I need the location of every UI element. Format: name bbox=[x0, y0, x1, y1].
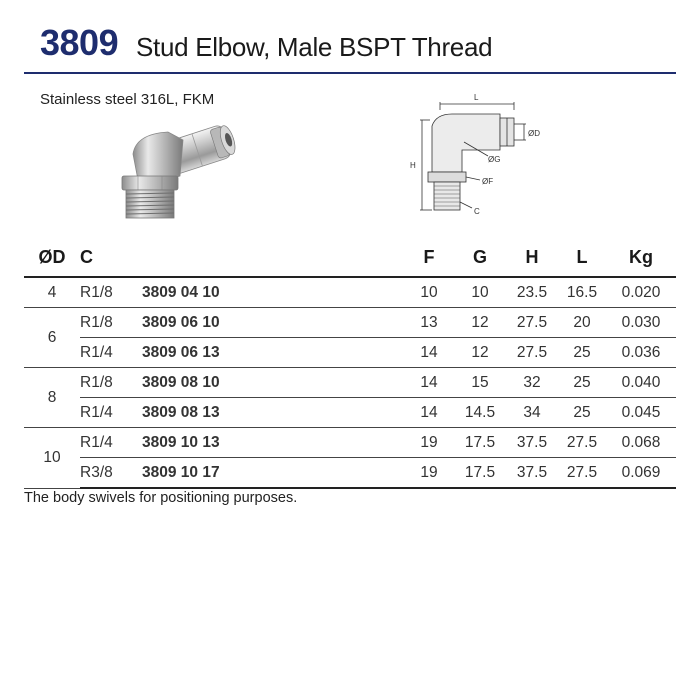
table-row bbox=[24, 338, 676, 368]
h-cell: 27.5 bbox=[506, 308, 558, 338]
kg-cell: 0.030 bbox=[606, 308, 676, 338]
l-cell: 16.5 bbox=[558, 277, 606, 308]
product-photo bbox=[88, 114, 258, 224]
table-row bbox=[24, 428, 676, 458]
od-cell: 8 bbox=[24, 368, 80, 428]
h-cell: 37.5 bbox=[506, 458, 558, 489]
footnote: The body swivels for positioning purposes. bbox=[24, 490, 298, 506]
h-cell: 34 bbox=[506, 398, 558, 428]
c-cell: R1/8 bbox=[80, 308, 142, 338]
c-cell: R1/4 bbox=[80, 428, 142, 458]
table-row bbox=[24, 368, 676, 398]
technical-drawing bbox=[402, 92, 562, 220]
l-cell: 25 bbox=[558, 398, 606, 428]
l-cell: 27.5 bbox=[558, 458, 606, 489]
col-header-f: F bbox=[404, 238, 454, 277]
h-cell: 32 bbox=[506, 368, 558, 398]
od-cell: 4 bbox=[24, 277, 80, 308]
f-cell: 14 bbox=[404, 398, 454, 428]
col-header-l: L bbox=[558, 238, 606, 277]
c-cell: R1/4 bbox=[80, 398, 142, 428]
f-cell: 10 bbox=[404, 277, 454, 308]
f-cell: 13 bbox=[404, 308, 454, 338]
l-cell: 20 bbox=[558, 308, 606, 338]
product-code: 3809 bbox=[40, 22, 119, 63]
g-cell: 14.5 bbox=[454, 398, 506, 428]
col-header-c: C bbox=[80, 238, 142, 277]
kg-cell: 0.040 bbox=[606, 368, 676, 398]
g-cell: 15 bbox=[454, 368, 506, 398]
col-header-od: ØD bbox=[24, 238, 80, 277]
od-cell: 6 bbox=[24, 308, 80, 368]
ref-cell: 3809 06 10 bbox=[142, 308, 404, 338]
f-cell: 19 bbox=[404, 458, 454, 489]
ref-cell: 3809 08 13 bbox=[142, 398, 404, 428]
c-cell: R1/8 bbox=[80, 368, 142, 398]
table-row bbox=[24, 277, 676, 308]
spec-table bbox=[24, 238, 676, 489]
ref-cell: 3809 04 10 bbox=[142, 277, 404, 308]
table-row bbox=[24, 398, 676, 428]
f-cell: 14 bbox=[404, 368, 454, 398]
material-text: Stainless steel 316L, FKM bbox=[40, 91, 215, 108]
col-header-h: H bbox=[506, 238, 558, 277]
c-cell: R3/8 bbox=[80, 458, 142, 489]
ref-cell: 3809 08 10 bbox=[142, 368, 404, 398]
product-title: Stud Elbow, Male BSPT Thread bbox=[136, 32, 493, 62]
c-cell: R1/8 bbox=[80, 277, 142, 308]
kg-cell: 0.036 bbox=[606, 338, 676, 368]
g-cell: 17.5 bbox=[454, 428, 506, 458]
table-header-row bbox=[24, 238, 676, 277]
header-rule bbox=[24, 72, 676, 74]
g-cell: 10 bbox=[454, 277, 506, 308]
dim-H-label: H bbox=[410, 161, 416, 170]
kg-cell: 0.069 bbox=[606, 458, 676, 489]
g-cell: 17.5 bbox=[454, 458, 506, 489]
table-row bbox=[24, 458, 676, 489]
table-row bbox=[24, 308, 676, 338]
dim-C-label: C bbox=[474, 207, 480, 216]
f-cell: 14 bbox=[404, 338, 454, 368]
l-cell: 27.5 bbox=[558, 428, 606, 458]
col-header-g: G bbox=[454, 238, 506, 277]
dim-G-label: ØG bbox=[488, 155, 501, 164]
g-cell: 12 bbox=[454, 308, 506, 338]
l-cell: 25 bbox=[558, 338, 606, 368]
c-cell: R1/4 bbox=[80, 338, 142, 368]
kg-cell: 0.020 bbox=[606, 277, 676, 308]
l-cell: 25 bbox=[558, 368, 606, 398]
h-cell: 27.5 bbox=[506, 338, 558, 368]
page-header bbox=[40, 20, 680, 70]
f-cell: 19 bbox=[404, 428, 454, 458]
dim-F-label: ØF bbox=[482, 177, 494, 186]
ref-cell: 3809 06 13 bbox=[142, 338, 404, 368]
ref-cell: 3809 10 17 bbox=[142, 458, 404, 489]
g-cell: 12 bbox=[454, 338, 506, 368]
h-cell: 23.5 bbox=[506, 277, 558, 308]
dim-L-label: L bbox=[474, 93, 479, 102]
od-cell: 10 bbox=[24, 428, 80, 489]
dim-D-label: ØD bbox=[528, 129, 540, 138]
col-header-ref bbox=[142, 238, 404, 277]
col-header-kg: Kg bbox=[606, 238, 676, 277]
kg-cell: 0.068 bbox=[606, 428, 676, 458]
h-cell: 37.5 bbox=[506, 428, 558, 458]
ref-cell: 3809 10 13 bbox=[142, 428, 404, 458]
kg-cell: 0.045 bbox=[606, 398, 676, 428]
